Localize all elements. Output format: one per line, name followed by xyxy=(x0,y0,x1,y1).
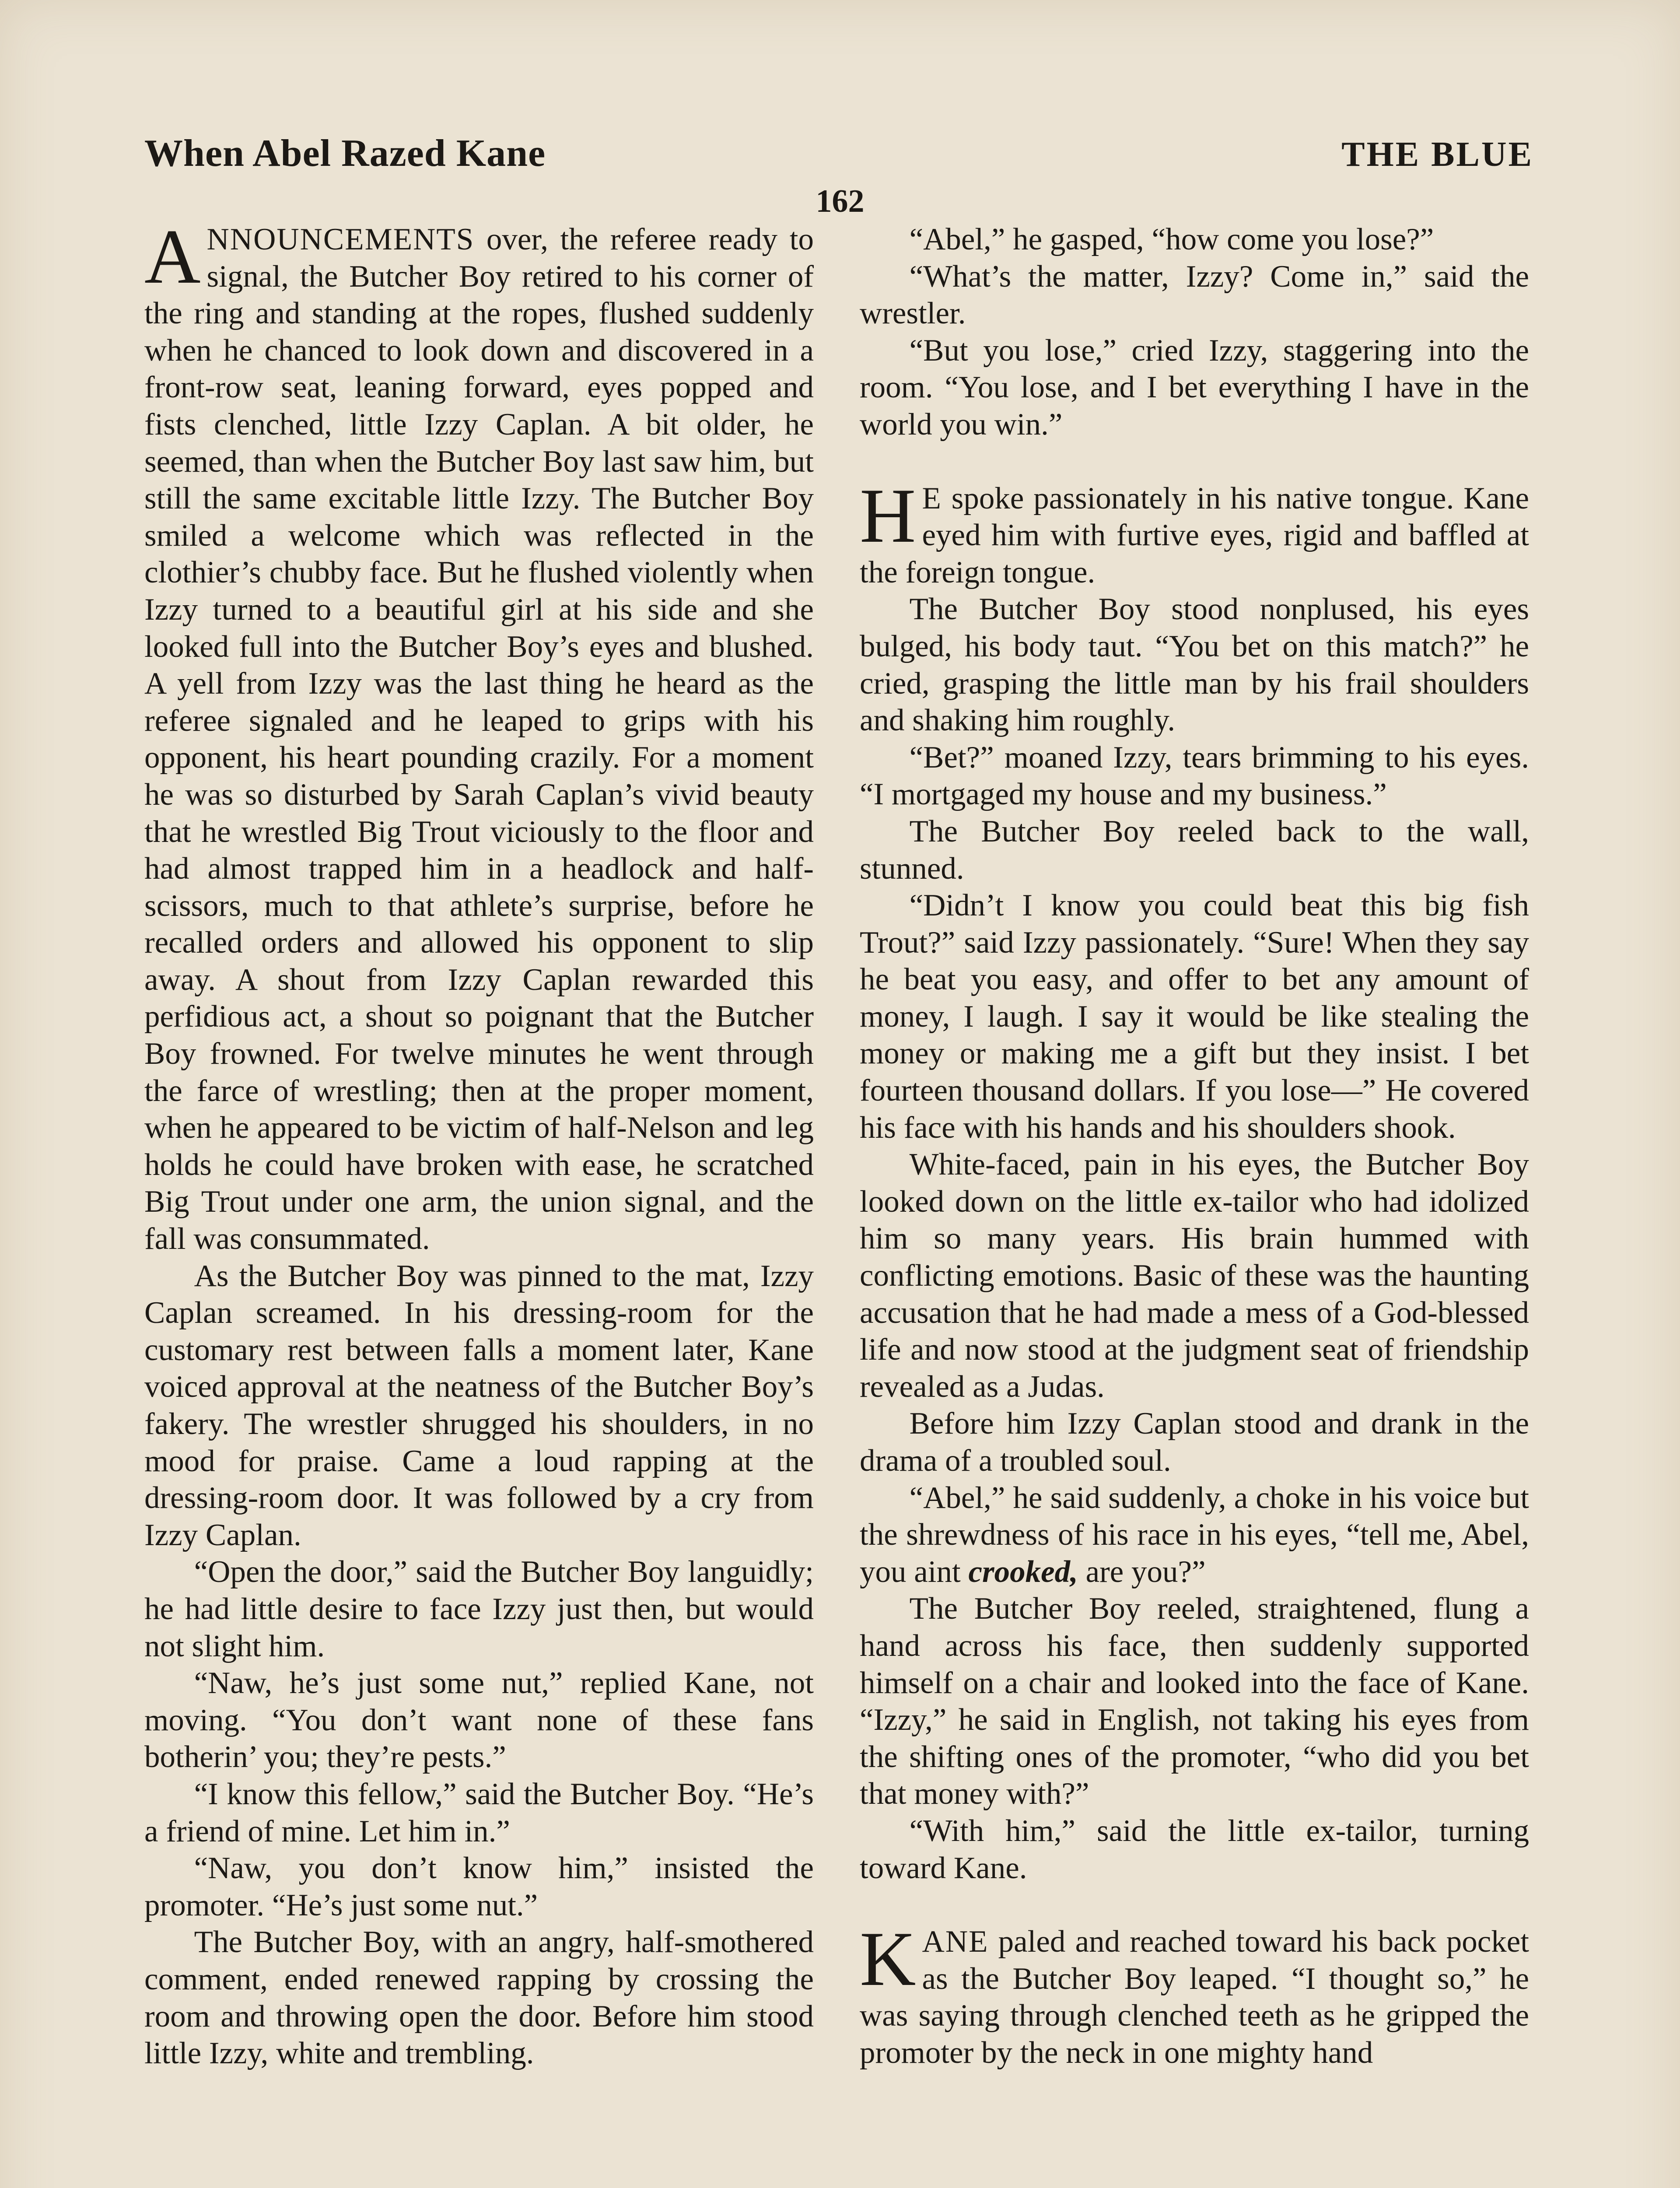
paragraph: “Naw, he’s just some nut,” replied Kane, not moving. “You don’t want none of these fans botherin’ you; they’re pests.” xyxy=(144,1666,814,1774)
paragraph-text: spoke passionately in his native tongue. Kane eyed him with furtive eyes, rigid and baffled at the foreign tongue. xyxy=(860,481,1529,589)
emphasized-word: crooked, xyxy=(968,1554,1078,1589)
paragraph: “Open the door,” said the Butcher Boy languidly; he had little desire to face Izzy just then, but would not slight him. xyxy=(144,1555,814,1663)
paragraph: The Butcher Boy reeled back to the wall, stunned. xyxy=(860,814,1529,886)
paragraph: The Butcher Boy, with an angry, half-smothered comment, ended renewed rapping by crossing the room and throwing open the door. Before him stood little Izzy, white and trembling. xyxy=(144,1925,814,2071)
paragraph: As the Butcher Boy was pinned to the mat, Izzy Caplan screamed. In his dressing-room for the customary rest between falls a moment later, Kane voiced approval at the neatness of the Butcher Boy’s fakery. The wrestler shrugged his shoulders, in no mood for praise. Came a loud rapping at the dressing-room door. It was followed by a cry from Izzy Caplan. xyxy=(144,1259,814,1552)
drop-cap: H xyxy=(860,472,916,559)
paragraph: “Bet?” moaned Izzy, tears brimming to his eyes. “I mortgaged my house and my business.” xyxy=(860,740,1529,812)
paragraph: “Naw, you don’t know him,” insisted the promoter. “He’s just some nut.” xyxy=(144,1851,814,1922)
magazine-name: THE BLUE xyxy=(1341,135,1533,174)
paragraph: “Didn’t I know you could beat this big fish Trout?” said Izzy passionately. “Sure! When they say he beat you easy, and offer to bet any amount of money, I laugh. I say it would be like stealing the money or making me a gift but they insist. I bet fourteen thousand dollars. If you lose—” He covered his face with his hands and his shoulders shook. xyxy=(860,888,1529,1145)
paragraph: “Abel,” he gasped, “how come you lose?” xyxy=(909,222,1434,256)
paragraph xyxy=(860,1480,1529,1591)
paragraph: Before him Izzy Caplan stood and drank in the drama of a troubled soul. xyxy=(860,1406,1529,1478)
page-number: 162 xyxy=(816,183,864,219)
section-paragraph xyxy=(860,472,1529,591)
opening-small-caps: NNOUNCEMENTS xyxy=(206,222,475,256)
section-paragraph xyxy=(860,1915,1529,2071)
story-title: When Abel Razed Kane xyxy=(144,132,546,175)
drop-cap: A xyxy=(144,213,201,300)
paragraph-text: paled and reached toward his back pocket as the Butcher Boy leaped. “I thought so,” he was saying through clenched teeth as he gripped the promoter by the neck in one mighty hand xyxy=(860,1925,1529,2070)
paragraph: The Butcher Boy reeled, straightened, flung a hand across his face, then suddenly supported himself on a chair and looked into the face of Kane. “Izzy,” he said in English, not taking his eyes from the shifting ones of the promoter, “who did you bet that money with?” xyxy=(860,1592,1529,1811)
paragraph: “With him,” said the little ex-tailor, turning toward Kane. xyxy=(860,1813,1529,1885)
paragraph-text: “Abel,” he said suddenly, a choke in his voice but the shrewdness of his race in his eyes, “tell me, Abel, you aint xyxy=(860,1480,1529,1589)
paragraph-text: are you?” xyxy=(1078,1554,1206,1589)
left-text-column xyxy=(144,213,814,2072)
paragraph: “But you lose,” cried Izzy, staggering into the room. “You lose, and I bet everything I have in the world you win.” xyxy=(860,333,1529,442)
right-text-column xyxy=(860,221,1529,2072)
paragraph: The Butcher Boy stood nonplused, his eyes bulged, his body taut. “You bet on this match?” he cried, grasping the little man by his frail shoulders and shaking him roughly. xyxy=(860,592,1529,738)
paragraph: “What’s the matter, Izzy? Come in,” said the wrestler. xyxy=(860,259,1529,331)
opening-small-caps: ANE xyxy=(922,1925,989,1959)
paragraph xyxy=(144,213,814,1258)
paragraph-text: over, the referee ready to signal, the Butcher Boy retired to his corner of the ring and standing at the ropes, flushed suddenly when he chanced to look down and discovered in a front-row seat, leaning forward, eyes popped and fists clenched, little Izzy Caplan. A bit older, he seemed, than when the Butcher Boy last saw him, but still the same excitable little Izzy. The Butcher Boy smiled a welcome which was reflected in the clothier’s chubby face. But he flushed violently when Izzy turned to a beautiful girl at his side and she looked full into the Butcher Boy’s eyes and blushed. A yell from Izzy was the last thing he heard as the referee signaled and he leaped to grips with his opponent, his heart pounding crazily. For a moment he was so disturbed by Sarah Caplan’s vivid beauty that he wrestled Big Trout viciously to the floor and had almost trapped him in a headlock and half-scissors, much to that athlete’s surprise, before he recalled orders and allowed his opponent to slip away. A shout from Izzy Caplan rewarded this perfidious act, a shout so poignant that the Butcher Boy frowned. For twelve minutes he went through the farce of wrestling; then at the proper moment, when he appeared to be victim of half-Nelson and leg holds he could have broken with ease, he scratched Big Trout under one arm, the union signal, and the fall was consummated. xyxy=(144,222,814,1256)
paragraph: White-faced, pain in his eyes, the Butcher Boy looked down on the little ex-tailor who had idolized him so many years. His brain hummed with conflicting emotions. Basic of these was the haunting accusation that he had made a mess of a God-blessed life and now stood at the judgment seat of friendship revealed as a Judas. xyxy=(860,1147,1529,1404)
opening-small-caps: E xyxy=(922,481,942,515)
drop-cap: K xyxy=(860,1915,916,2002)
paragraph: “I know this fellow,” said the Butcher Boy. “He’s a friend of mine. Let him in.” xyxy=(144,1777,814,1848)
